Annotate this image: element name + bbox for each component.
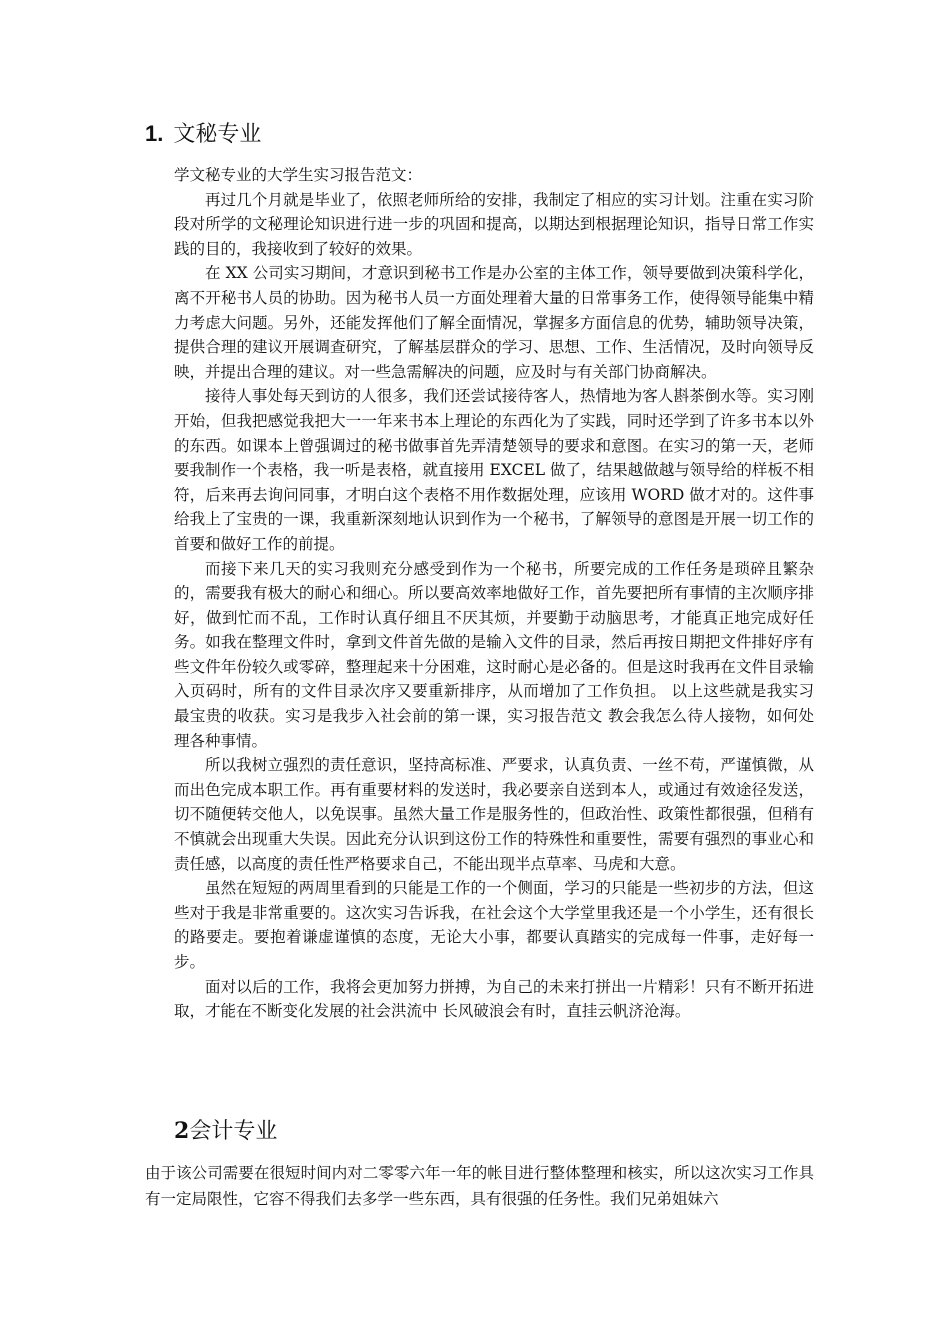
section-2-heading bbox=[174, 1115, 277, 1148]
section-1-paragraph: 所以我树立强烈的责任意识，坚持高标准、严要求，认真负责、一丝不苟，严谨慎微，从而出色完成本职工作。再有重要材料的发送时，我必要亲自送到本人，或通过有效途径发送，切不随便转交他人，以免误事。虽然大量工作是服务性的，但政治性、政策性都很强，但稍有不慎就会出现重大失误。因此充分认识到这份工作的特殊性和重要性，需要有强烈的事业心和责任感，以高度的责任性严格要求自己，不能出现半点草率、马虎和大意。 bbox=[174, 756, 814, 873]
section-1-paragraph: 虽然在短短的两周里看到的只能是工作的一个侧面，学习的只能是一些初步的方法，但这些对于我是非常重要的。这次实习告诉我，在社会这个大学堂里我还是一个小学生，还有很长的路要走。要抱着谦虚谨慎的态度，无论大小事，都要认真踏实的完成每一件事，走好每一步。 bbox=[174, 879, 814, 971]
section-1-paragraph: 再过几个月就是毕业了，依照老师所给的安排，我制定了相应的实习计划。注重在实习阶段对所学的文秘理论知识进行进一步的巩固和提高，以期达到根据理论知识，指导日常工作实践的目的，我接收到了较好的效果。 bbox=[174, 190, 814, 258]
section-1-paragraph: 在 XX 公司实习期间，才意识到秘书工作是办公室的主体工作，领导要做到决策科学化，离不开秘书人员的协助。因为秘书人员一方面处理着大量的日常事务工作，使得领导能集中精力考虑大问题。另外，还能发挥他们了解全面情况，掌握多方面信息的优势，辅助领导决策，提供合理的建议开展调查研究，了解基层群众的学习、思想、工作、生活情况，及时向领导反映，并提出合理的建议。对一些急需解决的问题，应及时与有关部门协商解决。 bbox=[174, 264, 814, 381]
section-2-body bbox=[145, 1160, 814, 1212]
section-1-paragraph: 接待人事处每天到访的人很多，我们还尝试接待客人，热情地为客人斟茶倒水等。实习刚开始，但我把感觉我把大一一年来书本上理论的东西化为了实践，同时还学到了许多书本以外的东西。如课本上曾强调过的秘书做事首先弄清楚领导的要求和意图。在实习的第一天，老师要我制作一个表格，我一听是表格，就直接用 EXCEL 做了，结果越做越与领导给的样板不相符，后来再去询问同事，才明白这个表格不用作数据处理，应该用 WORD 做才对的。这件事给我上了宝贵的一课，我重新深刻地认识到作为一个秘书，了解领导的意图是开展一切工作的首要和做好工作的前提。 bbox=[174, 387, 814, 553]
section-1-body bbox=[174, 163, 814, 1024]
section-1-lead: 学文秘专业的大学生实习报告范文： bbox=[174, 166, 423, 184]
section-2-paragraph: 由于该公司需要在很短时间内对二零零六年一年的帐目进行整体整理和核实，所以这次实习工作具有一定局限性，它容不得我们去多学一些东西，具有很强的任务性。我们兄弟姐妹六 bbox=[145, 1164, 814, 1208]
section-1-heading bbox=[145, 118, 261, 151]
section-1-paragraph: 而接下来几天的实习我则充分感受到作为一个秘书，所要完成的工作任务是琐碎且繁杂的，需要我有极大的耐心和细心。所以要高效率地做好工作，首先要把所有事情的主次顺序排好，做到忙而不乱，工作时认真仔细且不厌其烦，并要勤于动脑思考，才能真正地完成好任务。如我在整理文件时，拿到文件首先做的是输入文件的目录，然后再按日期把文件排好序有些文件年份较久或零碎，整理起来十分困难，这时耐心是必备的。但是这时我再在文件目录输入页码时，所有的文件目录次序又要重新排序，从而增加了工作负担。 以上这些就是我实习最宝贵的收获。实习是我步入社会前的第一课，实习报告范文 教会我怎么待人接物，如何处理各种事情。 bbox=[174, 559, 814, 750]
section-1-title: 文秘专业 bbox=[173, 122, 262, 147]
section-1-paragraph: 面对以后的工作，我将会更加努力拼搏，为自己的未来打拼出一片精彩！只有不断开拓进取，才能在不断变化发展的社会洪流中 长风破浪会有时，直挂云帆济沧海。 bbox=[174, 977, 814, 1021]
section-2-number: 2 bbox=[174, 1118, 190, 1144]
section-2-title: 会计专业 bbox=[189, 1119, 278, 1144]
section-1-number: 1. bbox=[145, 121, 164, 146]
